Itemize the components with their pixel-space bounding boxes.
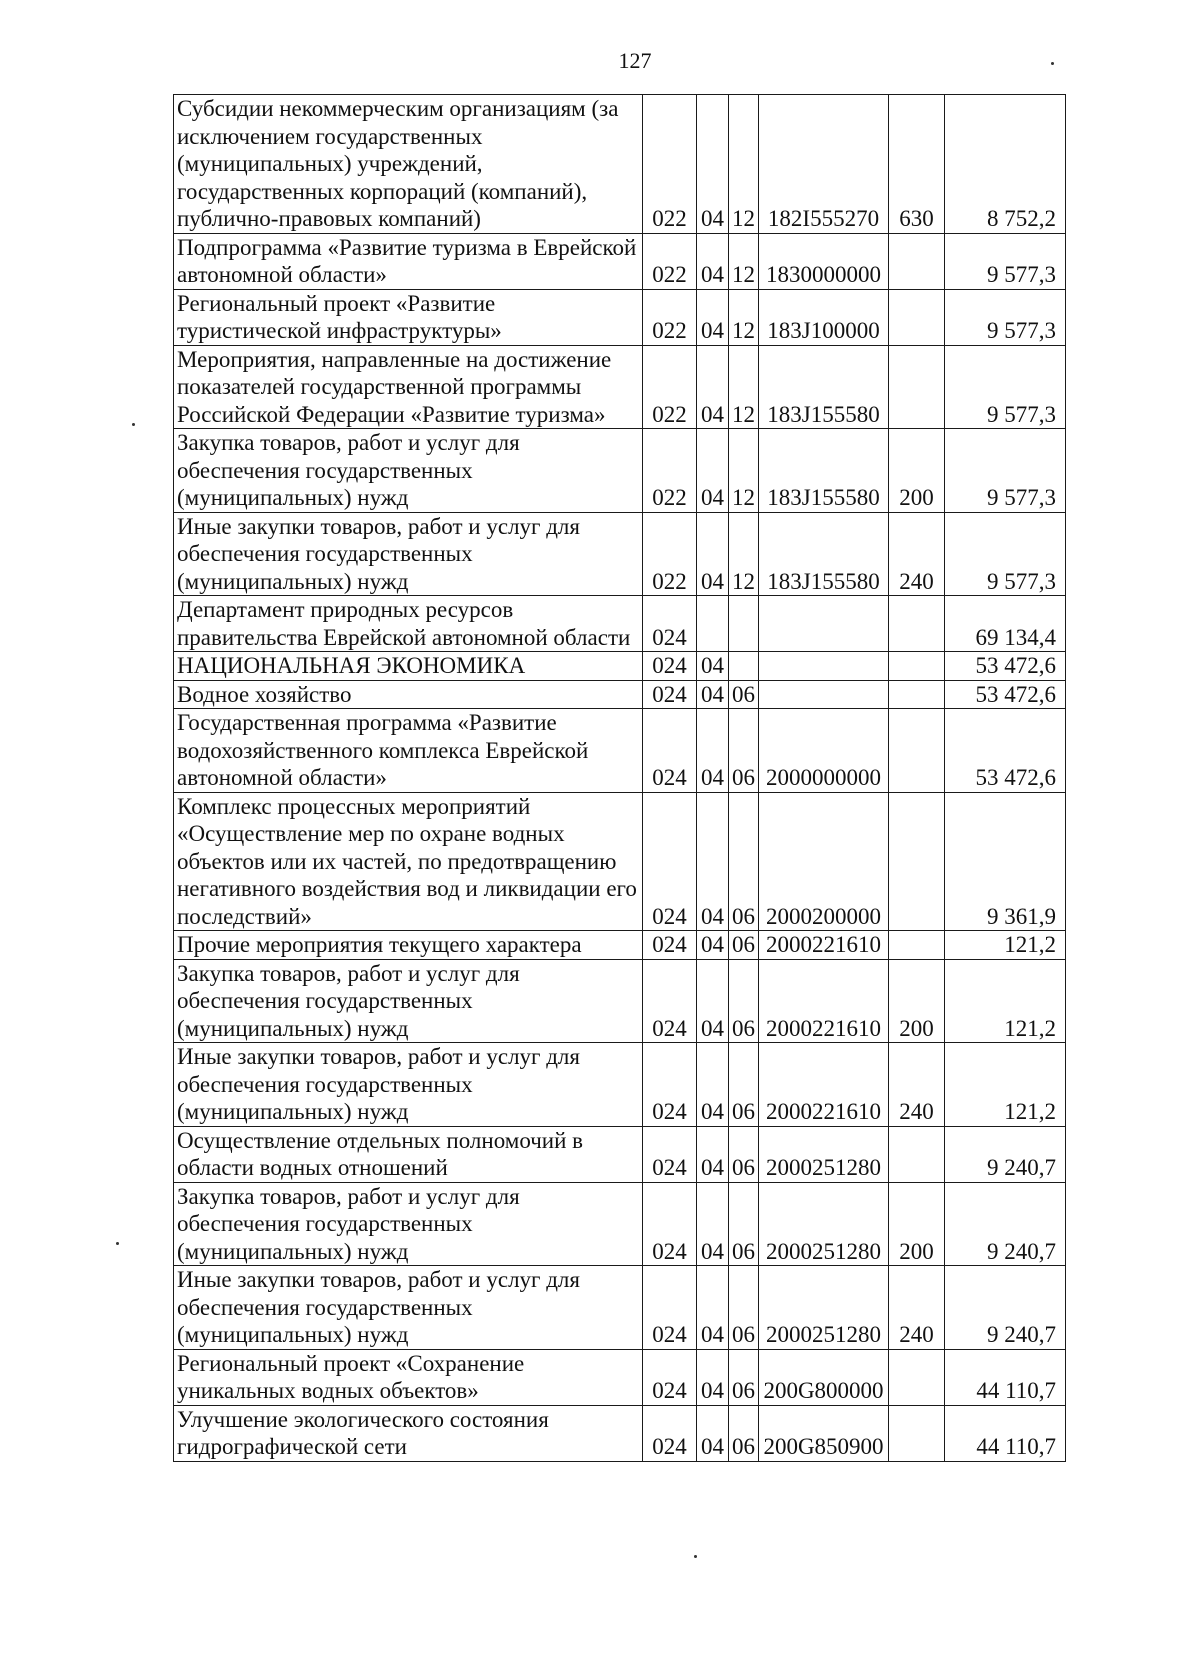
subsection-code-cell: 12 [729,289,759,345]
subsection-code-cell: 06 [729,792,759,931]
section-code-cell: 04 [697,1182,729,1266]
expense-type-cell [889,931,945,960]
subsection-code-cell: 06 [729,709,759,793]
target-item-cell: 2000221610 [759,1043,889,1127]
expense-type-cell [889,1349,945,1405]
section-code-cell: 04 [697,792,729,931]
target-item-cell: 183J155580 [759,512,889,596]
ved-code-cell: 024 [643,1126,697,1182]
expense-type-cell [889,1126,945,1182]
subsection-code-cell: 12 [729,95,759,234]
ved-code-cell: 024 [643,792,697,931]
ved-code-cell: 024 [643,680,697,709]
subsection-code-cell: 06 [729,680,759,709]
row-name-cell: Иные закупки товаров, работ и услуг для обеспечения государственных (муниципальных) нужд [174,1266,643,1350]
expense-type-cell: 630 [889,95,945,234]
section-code-cell: 04 [697,652,729,681]
table-row [174,1126,1066,1182]
table-row [174,792,1066,931]
amount-cell: 69 134,4 [945,596,1066,652]
table-row [174,1266,1066,1350]
section-code-cell: 04 [697,1043,729,1127]
table-row [174,1182,1066,1266]
subsection-code-cell [729,652,759,681]
target-item-cell [759,680,889,709]
section-code-cell: 04 [697,289,729,345]
section-code-cell: 04 [697,1349,729,1405]
amount-cell: 121,2 [945,959,1066,1043]
ved-code-cell: 024 [643,1349,697,1405]
table-row [174,289,1066,345]
expense-type-cell [889,1405,945,1461]
ved-code-cell: 022 [643,233,697,289]
subsection-code-cell: 06 [729,1405,759,1461]
row-name-cell: Иные закупки товаров, работ и услуг для обеспечения государственных (муниципальных) нужд [174,512,643,596]
target-item-cell: 2000000000 [759,709,889,793]
target-item-cell: 1830000000 [759,233,889,289]
ved-code-cell: 022 [643,95,697,234]
row-name-cell: Региональный проект «Развитие туристической инфраструктуры» [174,289,643,345]
subsection-code-cell: 06 [729,1182,759,1266]
ved-code-cell: 024 [643,709,697,793]
row-name-cell: Мероприятия, направленные на достижение показателей государственной программы Российской Федерации «Развитие туризма» [174,345,643,429]
target-item-cell [759,596,889,652]
target-item-cell: 182I555270 [759,95,889,234]
amount-cell: 121,2 [945,1043,1066,1127]
table-row [174,1405,1066,1461]
row-name-cell: Осуществление отдельных полномочий в области водных отношений [174,1126,643,1182]
subsection-code-cell: 06 [729,931,759,960]
amount-cell: 9 240,7 [945,1266,1066,1350]
expense-type-cell [889,289,945,345]
section-code-cell: 04 [697,931,729,960]
ved-code-cell: 024 [643,1405,697,1461]
ved-code-cell: 022 [643,289,697,345]
ved-code-cell: 022 [643,345,697,429]
target-item-cell: 2000251280 [759,1266,889,1350]
expense-type-cell: 200 [889,1182,945,1266]
amount-cell: 9 577,3 [945,429,1066,513]
amount-cell: 9 577,3 [945,345,1066,429]
subsection-code-cell: 06 [729,1266,759,1350]
ved-code-cell: 024 [643,1043,697,1127]
row-name-cell: Региональный проект «Сохранение уникальных водных объектов» [174,1349,643,1405]
amount-cell: 9 361,9 [945,792,1066,931]
subsection-code-cell [729,596,759,652]
subsection-code-cell: 06 [729,1349,759,1405]
table-row [174,959,1066,1043]
row-name-cell: Департамент природных ресурсов правительства Еврейской автономной области [174,596,643,652]
table-row [174,680,1066,709]
expense-type-cell [889,233,945,289]
expense-type-cell [889,652,945,681]
target-item-cell: 2000221610 [759,931,889,960]
expense-type-cell: 200 [889,959,945,1043]
target-item-cell: 183J155580 [759,345,889,429]
table-row [174,931,1066,960]
section-code-cell: 04 [697,233,729,289]
amount-cell: 9 577,3 [945,289,1066,345]
row-name-cell: Комплекс процессных мероприятий «Осуществление мер по охране водных объектов или их частей, по предотвращению негативного воздействия вод и ликвидации его последствий» [174,792,643,931]
table-row [174,1349,1066,1405]
expense-type-cell [889,680,945,709]
row-name-cell: Иные закупки товаров, работ и услуг для обеспечения государственных (муниципальных) нужд [174,1043,643,1127]
ved-code-cell: 022 [643,429,697,513]
table-row [174,233,1066,289]
table-row [174,652,1066,681]
section-code-cell: 04 [697,959,729,1043]
table-row [174,95,1066,234]
row-name-cell: Субсидии некоммерческим организациям (за исключением государственных (муниципальных) учреждений, государственных корпораций (компаний), публично-правовых компаний) [174,95,643,234]
ved-code-cell: 022 [643,512,697,596]
scan-speck [694,1555,697,1558]
ved-code-cell: 024 [643,931,697,960]
ved-code-cell: 024 [643,1182,697,1266]
expense-type-cell: 200 [889,429,945,513]
table-row [174,345,1066,429]
ved-code-cell: 024 [643,596,697,652]
target-item-cell: 183J100000 [759,289,889,345]
ved-code-cell: 024 [643,1266,697,1350]
expense-type-cell: 240 [889,1043,945,1127]
amount-cell: 9 577,3 [945,512,1066,596]
row-name-cell: Государственная программа «Развитие водохозяйственного комплекса Еврейской автономной области» [174,709,643,793]
row-name-cell: Закупка товаров, работ и услуг для обеспечения государственных (муниципальных) нужд [174,959,643,1043]
expense-type-cell [889,345,945,429]
amount-cell: 53 472,6 [945,709,1066,793]
subsection-code-cell: 12 [729,345,759,429]
row-name-cell: НАЦИОНАЛЬНАЯ ЭКОНОМИКА [174,652,643,681]
target-item-cell: 2000251280 [759,1182,889,1266]
amount-cell: 9 577,3 [945,233,1066,289]
scan-speck [116,1242,119,1245]
subsection-code-cell: 12 [729,429,759,513]
amount-cell: 8 752,2 [945,95,1066,234]
expense-type-cell [889,596,945,652]
row-name-cell: Прочие мероприятия текущего характера [174,931,643,960]
target-item-cell: 200G800000 [759,1349,889,1405]
section-code-cell: 04 [697,429,729,513]
target-item-cell: 2000251280 [759,1126,889,1182]
section-code-cell: 04 [697,1126,729,1182]
target-item-cell: 200G850900 [759,1405,889,1461]
subsection-code-cell: 06 [729,1126,759,1182]
section-code-cell: 04 [697,345,729,429]
target-item-cell [759,652,889,681]
expense-type-cell: 240 [889,1266,945,1350]
subsection-code-cell: 12 [729,512,759,596]
row-name-cell: Закупка товаров, работ и услуг для обеспечения государственных (муниципальных) нужд [174,429,643,513]
section-code-cell [697,596,729,652]
section-code-cell: 04 [697,95,729,234]
section-code-cell: 04 [697,1405,729,1461]
page-number: 127 [618,48,652,73]
table-row [174,596,1066,652]
row-name-cell: Улучшение экологического состояния гидрографической сети [174,1405,643,1461]
target-item-cell: 183J155580 [759,429,889,513]
section-code-cell: 04 [697,512,729,596]
subsection-code-cell: 06 [729,959,759,1043]
expense-type-cell: 240 [889,512,945,596]
scan-speck [132,423,135,426]
section-code-cell: 04 [697,1266,729,1350]
table-body [174,95,1066,1462]
expense-type-cell [889,792,945,931]
amount-cell: 44 110,7 [945,1405,1066,1461]
ved-code-cell: 024 [643,959,697,1043]
table-row [174,429,1066,513]
amount-cell: 121,2 [945,931,1066,960]
amount-cell: 9 240,7 [945,1182,1066,1266]
amount-cell: 9 240,7 [945,1126,1066,1182]
row-name-cell: Подпрограмма «Развитие туризма в Еврейской автономной области» [174,233,643,289]
subsection-code-cell: 06 [729,1043,759,1127]
amount-cell: 44 110,7 [945,1349,1066,1405]
section-code-cell: 04 [697,680,729,709]
budget-table [173,94,1066,1462]
table-row [174,709,1066,793]
table-row [174,512,1066,596]
target-item-cell: 2000200000 [759,792,889,931]
row-name-cell: Закупка товаров, работ и услуг для обеспечения государственных (муниципальных) нужд [174,1182,643,1266]
scan-speck [1051,62,1054,65]
row-name-cell: Водное хозяйство [174,680,643,709]
expense-type-cell [889,709,945,793]
table-row [174,1043,1066,1127]
amount-cell: 53 472,6 [945,652,1066,681]
target-item-cell: 2000221610 [759,959,889,1043]
subsection-code-cell: 12 [729,233,759,289]
section-code-cell: 04 [697,709,729,793]
ved-code-cell: 024 [643,652,697,681]
amount-cell: 53 472,6 [945,680,1066,709]
